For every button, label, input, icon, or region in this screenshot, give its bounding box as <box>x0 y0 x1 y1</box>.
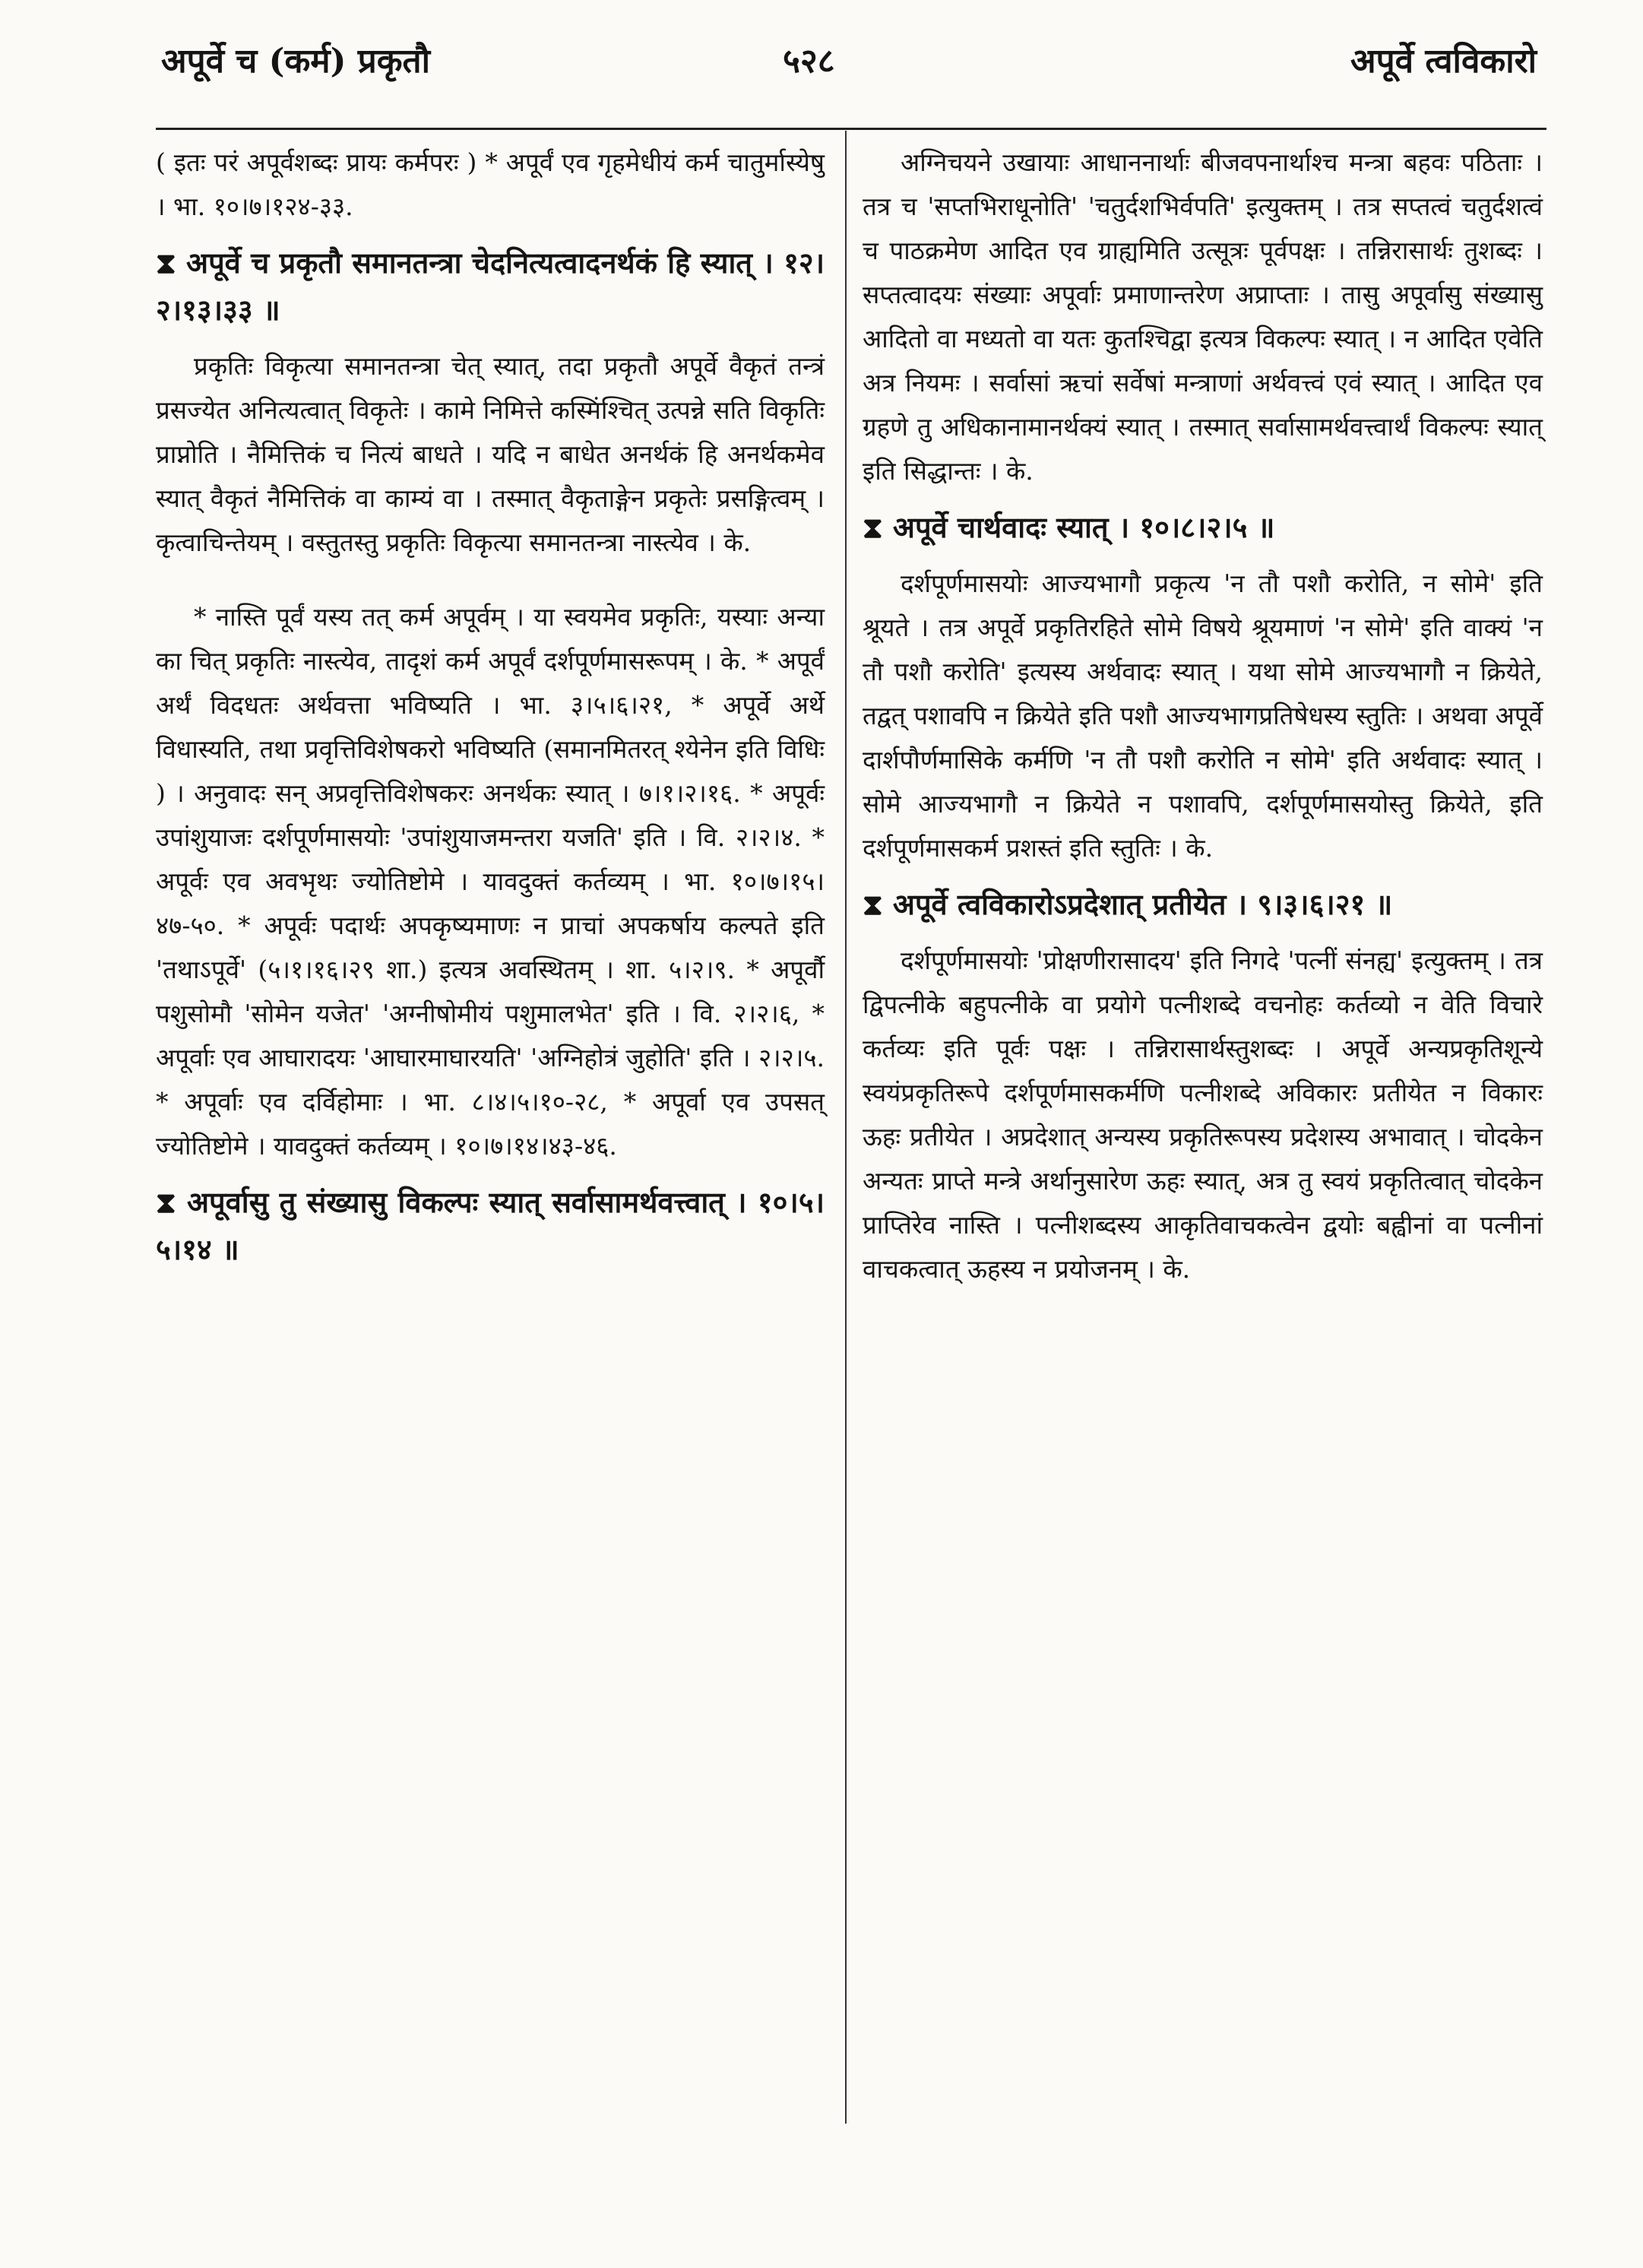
left-paragraph-1: ( इतः परं अपूर्वशब्दः प्रायः कर्मपरः ) * अपूर्वं एव गृहमेधीयं कर्म चातुर्मास्येषु । भा. १०।७।१२४-३३. <box>156 147 825 221</box>
right-sutra-1: ⧗ अपूर्वे चार्थवादः स्यात् । १०।८।२।५ ॥ <box>863 510 1275 544</box>
page-number: ५२८ <box>783 42 835 81</box>
running-header-left: अपूर्वे च (कर्म) प्रकृतौ <box>161 42 431 81</box>
left-column <box>156 141 825 1284</box>
right-sutra-2: ⧗ अपूर्वे त्वविकारोऽप्रदेशात् प्रतीयेत । ९।३।६।२१ ॥ <box>863 887 1393 921</box>
right-paragraph-2: दर्शपूर्णमासयोः आज्यभागौ प्रकृत्य 'न तौ पशौ करोति, न सोमे' इति श्रूयते । तत्र अपूर्वे प्रकृतिरहिते सोमे विषये श्रूयमाणं 'न सोमे' इति वाक्यं 'न तौ पशौ करोति' इत्यस्य अर्थवादः स्यात् । यथा सोमे आज्यभागौ न क्रियेते, तद्वत् पशावपि न क्रियेते इति पशौ आज्यभागप्रतिषेधस्य स्तुतिः । अथवा अपूर्वे दार्शपौर्णमासिके कर्मणि 'न तौ पशौ करोति न सोमे' इति अर्थवादः स्यात् । सोमे आज्यभागौ न क्रियेते न पशावपि, दर्शपूर्णमासयोस्तु क्रियेते, इति दर्शपूर्णमासकर्म प्रशस्तं इति स्तुतिः । के. <box>863 569 1543 863</box>
right-paragraph-1: अग्निचयने उखायाः आधाननार्थाः बीजवपनार्थाश्च मन्त्रा बहवः पठिताः । तत्र च 'सप्तभिराधूनोति' 'चतुर्दशभिर्वपति' इत्युक्तम् । तत्र सप्तत्वं चतुर्दशत्वं च पाठक्रमेण आदित एव ग्राह्यमिति उत्सूत्रः पूर्वपक्षः । तन्निरासार्थः तुशब्दः । सप्तत्वादयः संख्याः अपूर्वाः प्रमाणान्तरेण अप्राप्ताः । तासु अपूर्वासु संख्यासु आदितो वा मध्यतो वा यतः कुतश्चिद्वा इत्यत्र विकल्पः स्यात् । न आदित एवेति अत्र नियमः । सर्वासां ऋचां सर्वेषां मन्त्राणां अर्थवत्त्वं एवं स्यात् । आदित एव ग्रहणे तु अधिकानामानर्थक्यं स्यात् । तस्मात् सर्वासामर्थवत्त्वार्थं विकल्पः स्यात् इति सिद्धान्तः । के. <box>863 147 1543 486</box>
running-header-right: अपूर्वे त्वविकारो <box>1350 42 1537 81</box>
column-divider <box>845 131 847 2124</box>
right-column <box>863 141 1543 1302</box>
header-rule <box>156 128 1546 130</box>
right-paragraph-3: दर्शपूर्णमासयोः 'प्रोक्षणीरासादय' इति निगदे 'पत्नीं संनह्य' इत्युक्तम् । तत्र द्विपत्नीके बहुपत्नीके वा प्रयोगे पत्नीशब्दे वचनोहः कर्तव्यो न वेति विचारे कर्तव्यः इति पूर्वः पक्षः । तन्निरासार्थस्तुशब्दः । अपूर्वे अन्यप्रकृतिशून्ये स्वयंप्रकृतिरूपे दर्शपूर्णमासकर्मणि पत्नीशब्दे अविकारः प्रतीयेत न विकारः ऊहः प्रतीयेत । अप्रदेशात् अन्यस्य प्रकृतिरूपस्य प्रदेशस्य अभावात् । चोदकेन अन्यतः प्राप्ते मन्त्रे अर्थानुसारेण ऊहः स्यात्, अत्र तु स्वयं प्रकृतित्वात् चोदकेन प्राप्तिरेव नास्ति । पत्नीशब्दस्य आकृतिवाचकत्वेन द्वयोः बह्वीनां वा पत्नीनां वाचकत्वात् ऊहस्य न प्रयोजनम् । के. <box>863 946 1543 1284</box>
left-sutra-2: ⧗ अपूर्वासु तु संख्यासु विकल्पः स्यात् सर्वासामर्थवत्त्वात् । १०।५।५।१४ ॥ <box>156 1185 825 1266</box>
left-sutra-1: ⧗ अपूर्वे च प्रकृतौ समानतन्त्रा चेदनित्यत्वादनर्थकं हि स्यात् । १२।२।१३।३३ ॥ <box>156 245 825 327</box>
left-paragraph-2: प्रकृतिः विकृत्या समानतन्त्रा चेत् स्यात्, तदा प्रकृतौ अपूर्वे वैकृतं तन्त्रं प्रसज्येत अनित्यत्वात् विकृतेः । कामे निमित्ते कस्मिंश्चित् उत्पन्ने सति विकृतिः प्राप्नोति । नैमित्तिकं च नित्यं बाधते । यदि न बाधेत अनर्थकं हि अनर्थकमेव स्यात् वैकृतं नैमित्तिकं वा काम्यं वा । तस्मात् वैकृताङ्गेन प्रकृतेः प्रसङ्गित्वम् । कृत्वाचिन्तेयम् । वस्तुतस्तु प्रकृतिः विकृत्या समानतन्त्रा नास्त्येव । के. <box>156 351 825 557</box>
left-paragraph-3: * नास्ति पूर्वं यस्य तत् कर्म अपूर्वम् । या स्वयमेव प्रकृतिः, यस्याः अन्या का चित् प्रकृतिः नास्त्येव, तादृशं कर्म अपूर्वं दर्शपूर्णमासरूपम् । के. * अपूर्वं अर्थं विदधतः अर्थवत्ता भविष्यति । भा. ३।५।६।२१, * अपूर्वे अर्थे विधास्यति, तथा प्रवृत्तिविशेषकरो भविष्यति (समानमितरत् श्येनेन इति विधिः ) । अनुवादः सन् अप्रवृत्तिविशेषकरः अनर्थकः स्यात् । ७।१।२।१६. * अपूर्वः उपांशुयाजः दर्शपूर्णमासयोः 'उपांशुयाजमन्तरा यजति' इति । वि. २।२।४. * अपूर्वः एव अवभृथः ज्योतिष्टोमे । यावदुक्तं कर्तव्यम् । भा. १०।७।१५।४७-५०. * अपूर्वः पदार्थः अपकृष्यमाणः न प्राचां अपकर्षाय कल्पते इति 'तथाऽपूर्वे' (५।१।१६।२९ शा.) इत्यत्र अवस्थितम् । शा. ५।२।९. * अपूर्वौ पशुसोमौ 'सोमेन यजेत' 'अग्नीषोमीयं पशुमालभेत' इति । वि. २।२।६, * अपूर्वाः एव आघारादयः 'आघारमाघारयति' 'अग्निहोत्रं जुहोति' इति । २।२।५. * अपूर्वाः एव दर्विहोमाः । भा. ८।४।५।१०-२८, * अपूर्वा एव उपसत् ज्योतिष्टोमे । यावदुक्तं कर्तव्यम् । १०।७।१४।४३-४६. <box>156 602 825 1161</box>
